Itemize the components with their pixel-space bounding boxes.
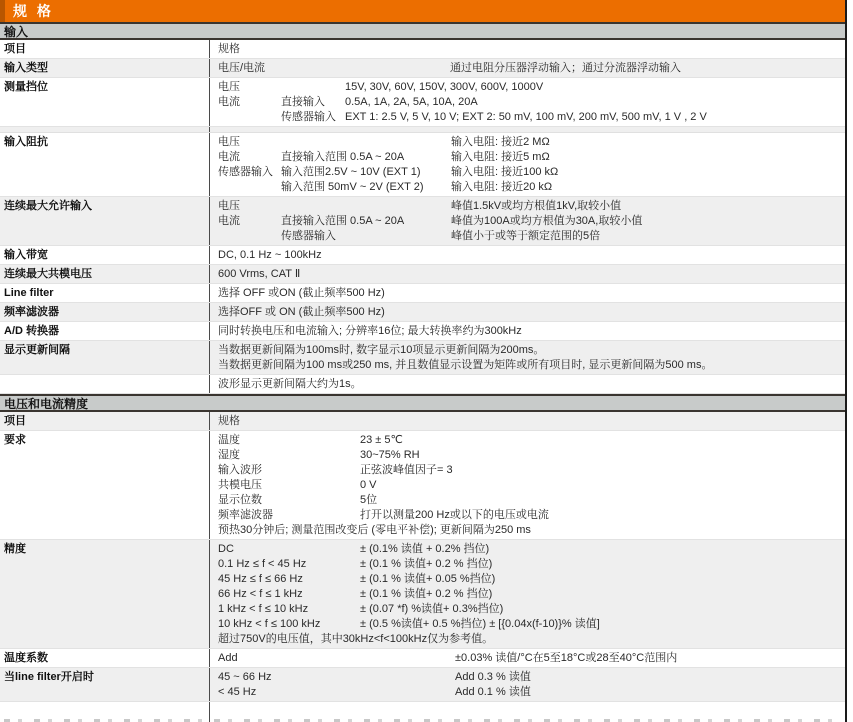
spec-line	[218, 523, 841, 538]
row-label: 连续最大共模电压	[0, 265, 210, 283]
row-label: 项目	[0, 40, 210, 58]
row-label: 输入阻抗	[0, 133, 210, 196]
spec-text: 当数据更新间隔为100 ms或250 ms, 并且数值显示设置为矩阵或所有项目时, 显示更新间隔为500 ms。	[218, 359, 713, 371]
spec-line	[218, 632, 841, 647]
spec-text: 45 Hz ≤ f ≤ 66 Hz	[218, 573, 303, 585]
spec-line	[218, 448, 841, 463]
spec-line	[218, 377, 841, 392]
spec-text: 波形显示更新间隔大约为1s。	[218, 378, 362, 390]
spec-cell	[210, 78, 845, 126]
table-row	[0, 322, 845, 341]
spec-text: < 45 Hz	[218, 686, 257, 698]
spec-line	[218, 685, 841, 700]
spec-text: 输入电阻: 接近100 kΩ	[451, 166, 559, 178]
spec-cell	[210, 40, 845, 58]
row-label: 要求	[0, 431, 210, 539]
table-row	[0, 668, 845, 702]
spec-text: 直接输入范围 0.5A ~ 20A	[281, 215, 405, 227]
table-row	[0, 341, 845, 375]
spec-line	[218, 602, 841, 617]
spec-line	[218, 95, 841, 110]
spec-text: 输入电阻: 接近20 kΩ	[451, 181, 553, 193]
spec-cell	[210, 341, 845, 374]
spec-line	[218, 199, 841, 214]
spec-line	[218, 80, 841, 95]
spec-text	[218, 229, 281, 244]
spec-line	[218, 651, 841, 666]
spec-text: ±0.03% 读值/°C在5至18°C或28至40°C范围内	[455, 652, 678, 664]
spec-line	[218, 414, 841, 429]
spec-line	[218, 110, 841, 125]
spec-text: DC	[218, 543, 234, 555]
spec-text: 0.5A, 1A, 2A, 5A, 10A, 20A	[345, 96, 478, 108]
spec-text: 输入电阻: 接近2 MΩ	[451, 136, 550, 148]
spec-text: 输入范围2.5V ~ 10V (EXT 1)	[281, 166, 421, 178]
spec-line	[218, 248, 841, 263]
spec-line	[218, 433, 841, 448]
spec-text: ± (0.1 % 读值+ 0.2 % 挡位)	[360, 558, 493, 570]
spec-text: Add 0.1 % 读值	[455, 686, 531, 698]
table-row	[0, 303, 845, 322]
spec-text: 传感器输入	[218, 166, 273, 178]
spec-line	[218, 286, 841, 301]
table-row	[0, 265, 845, 284]
spec-text: 显示位数	[218, 494, 262, 506]
spec-text: 选择 OFF 或ON (截止频率500 Hz)	[218, 287, 385, 299]
spec-text: DC, 0.1 Hz ~ 100kHz	[218, 249, 322, 261]
row-label: 精度	[0, 540, 210, 648]
row-label: A/D 转换器	[0, 322, 210, 340]
spec-cell	[210, 649, 845, 667]
table-row	[0, 246, 845, 265]
spec-cell	[210, 284, 845, 302]
spec-text: 正弦波峰值因子= 3	[360, 464, 453, 476]
spec-line	[218, 324, 841, 339]
spec-line	[218, 180, 841, 195]
table-row	[0, 78, 845, 127]
spec-text: 直接输入	[281, 96, 325, 108]
spec-line	[218, 493, 841, 508]
spec-text: Add 0.3 % 读值	[455, 671, 531, 683]
spec-text: 5位	[360, 494, 378, 506]
spec-text: 峰值小于或等于额定范围的5倍	[451, 230, 601, 242]
row-label: 温度系数	[0, 649, 210, 667]
spec-text: 峰值为100A或均方根值为30A,取较小值	[451, 215, 643, 227]
spec-text: 选择OFF 或 ON (截止频率500 Hz)	[218, 306, 385, 318]
row-label: 输入类型	[0, 59, 210, 77]
spec-text: ± (0.07 *f) %读值+ 0.3%挡位)	[360, 603, 504, 615]
spec-line	[218, 150, 841, 165]
spec-text: 峰值1.5kV或均方根值1kV,取较小值	[451, 200, 622, 212]
spec-text: Add	[218, 652, 238, 664]
spec-text: 同时转换电压和电流输入; 分辨率16位; 最大转换率约为300kHz	[218, 325, 522, 337]
title-bar	[0, 0, 845, 22]
spec-cell	[210, 133, 845, 196]
table-row	[0, 540, 845, 649]
spec-text: 输入范围 50mV ~ 2V (EXT 2)	[281, 181, 424, 193]
section-heading: 输入	[4, 24, 29, 39]
row-label	[0, 375, 210, 393]
spec-text: 0.1 Hz ≤ f < 45 Hz	[218, 558, 307, 570]
spec-cell	[210, 265, 845, 283]
spec-cell	[210, 375, 845, 393]
spec-line	[218, 670, 841, 685]
spec-cell	[210, 540, 845, 648]
spec-text	[281, 135, 451, 150]
spec-text: 温度	[218, 434, 240, 446]
spec-text: 传感器输入	[281, 230, 336, 242]
row-label: 显示更新间隔	[0, 341, 210, 374]
spec-text: 电压	[218, 136, 240, 148]
spec-text: 电压	[218, 200, 240, 212]
spec-text: 1 kHz < f ≤ 10 kHz	[218, 603, 309, 615]
spec-text: 电压	[218, 81, 240, 93]
section-heading-bar	[0, 394, 845, 412]
spec-text: 湿度	[218, 449, 240, 461]
spec-text: 通过电阻分压器浮动输入；通过分流器浮动输入	[450, 62, 681, 74]
row-label: 频率滤波器	[0, 303, 210, 321]
spec-cell	[210, 412, 845, 430]
spec-cell	[210, 668, 845, 701]
spec-cell	[210, 197, 845, 245]
spec-line	[218, 572, 841, 587]
spec-text: 直接输入范围 0.5A ~ 20A	[281, 151, 405, 163]
spec-text: ± (0.1 % 读值+ 0.05 %挡位)	[360, 573, 496, 585]
spec-text: 30~75% RH	[360, 449, 420, 461]
spec-line	[218, 508, 841, 523]
page-title: 规 格	[13, 3, 54, 19]
row-label: 测量挡位	[0, 78, 210, 126]
spec-line	[218, 165, 841, 180]
spec-text: ± (0.1% 读值 + 0.2% 挡位)	[360, 543, 490, 555]
table-row	[0, 375, 845, 394]
spec-line	[218, 61, 841, 76]
row-label: 项目	[0, 412, 210, 430]
spec-text: 输入电阻: 接近5 mΩ	[451, 151, 550, 163]
spec-line	[218, 267, 841, 282]
table-row	[0, 431, 845, 540]
spec-text: 当数据更新间隔为100ms时, 数字显示10项显示更新间隔为200ms。	[218, 344, 545, 356]
spec-sections	[0, 22, 845, 702]
section-heading: 电压和电流精度	[4, 396, 89, 411]
spec-text	[218, 110, 281, 125]
row-label: 连续最大允许输入	[0, 197, 210, 245]
spec-line	[218, 617, 841, 632]
spec-cell	[210, 59, 845, 77]
spec-cell	[210, 303, 845, 321]
table-row	[0, 412, 845, 431]
spec-text: 打开以测量200 Hz或以下的电压或电流	[360, 509, 549, 521]
spec-line	[218, 135, 841, 150]
spec-text	[281, 80, 345, 95]
spec-text: 规格	[218, 43, 240, 55]
spec-text: 输入波形	[218, 464, 262, 476]
table-row	[0, 59, 845, 78]
row-label: Line filter	[0, 284, 210, 302]
spec-line	[218, 542, 841, 557]
table-row	[0, 40, 845, 59]
spec-text: 超过750V的电压值，其中30kHz<f<100kHz仅为参考值。	[218, 633, 494, 645]
spec-line	[218, 478, 841, 493]
spec-text: 23 ± 5℃	[360, 434, 403, 446]
spec-line	[218, 214, 841, 229]
spec-line	[218, 229, 841, 244]
column-divider	[0, 127, 210, 132]
spec-text: 45 ~ 66 Hz	[218, 671, 272, 683]
spec-text: 频率滤波器	[218, 509, 273, 521]
spec-text	[218, 180, 281, 195]
spec-text	[281, 199, 451, 214]
spec-line	[218, 463, 841, 478]
partial-row-clipped	[0, 702, 845, 722]
spec-text: 规格	[218, 415, 240, 427]
spec-text: 电流	[218, 96, 240, 108]
spec-text: 电压/电流	[218, 62, 266, 74]
table-row	[0, 284, 845, 303]
table-row	[0, 197, 845, 246]
spec-text: 10 kHz < f ≤ 100 kHz	[218, 618, 321, 630]
spec-line	[218, 587, 841, 602]
spec-cell	[210, 246, 845, 264]
table-row	[0, 649, 845, 668]
spec-line	[218, 557, 841, 572]
spec-line	[218, 358, 841, 373]
table-row	[0, 133, 845, 197]
spec-text: 预热30分钟后; 测量范围改变后 (零电平补偿); 更新间隔为250 ms	[218, 524, 531, 536]
spec-text: 66 Hz < f ≤ 1 kHz	[218, 588, 303, 600]
spec-line	[218, 42, 841, 57]
spec-cell	[210, 431, 845, 539]
spec-line	[218, 343, 841, 358]
spec-text: 传感器输入	[281, 111, 336, 123]
section-heading-bar	[0, 22, 845, 40]
spec-text: 600 Vrms, CAT Ⅱ	[218, 268, 301, 280]
spec-text: 15V, 30V, 60V, 150V, 300V, 600V, 1000V	[345, 81, 544, 93]
row-label: 输入带宽	[0, 246, 210, 264]
spec-text: ± (0.1 % 读值+ 0.2 % 挡位)	[360, 588, 493, 600]
spec-cell	[210, 322, 845, 340]
spec-text: 电流	[218, 151, 240, 163]
spec-text: 0 V	[360, 479, 377, 491]
row-label: 当line filter开启时	[0, 668, 210, 701]
spec-line	[218, 305, 841, 320]
spec-text: 共模电压	[218, 479, 262, 491]
spec-text: EXT 1: 2.5 V, 5 V, 10 V; EXT 2: 50 mV, 100 mV, 200 mV, 500 mV, 1 V , 2 V	[345, 111, 707, 123]
spec-text: 电流	[218, 215, 240, 227]
spec-text: ± (0.5 %读值+ 0.5 %挡位) ± [{0.04x(f-10)}% 读值]	[360, 618, 600, 630]
